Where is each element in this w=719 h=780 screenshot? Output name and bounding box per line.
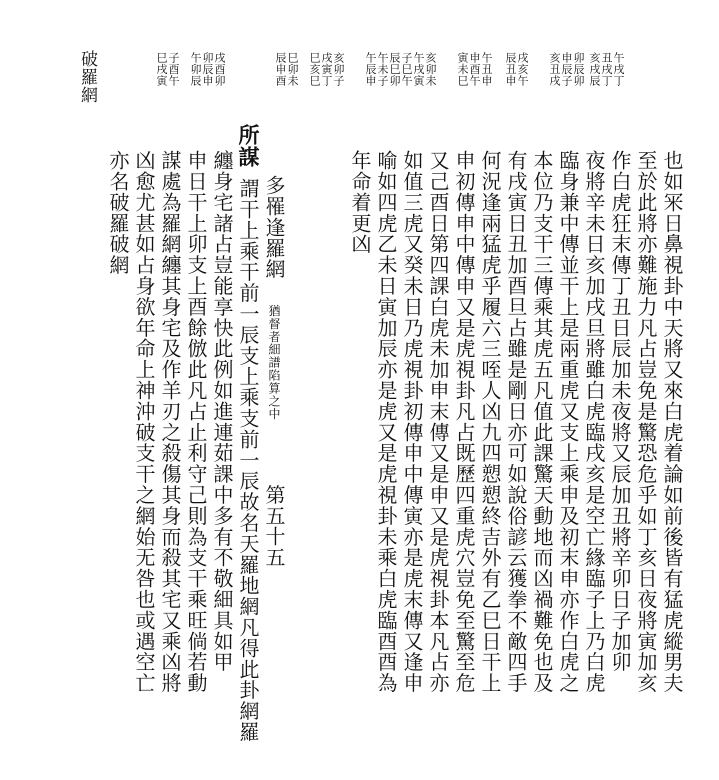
section-number: 第五十五 <box>262 484 286 568</box>
table-note-column: 戌酉卯 <box>213 52 226 87</box>
text-column: 臨身兼中傳並干上是兩重虎又支上乘申及初末申亦作白虎之 <box>556 150 580 694</box>
table-note-column: 巳戌寅 <box>155 52 168 87</box>
text-column: 夜將辛未日亥加戌旦將雖白虎臨戌亥是空亡緣臨子上乃白虎 <box>582 150 606 694</box>
table-note-column: 午戌丁 <box>612 52 625 87</box>
text-column: 申初傳申中傳申又是虎視卦凡占既歷四重虎穴豈免至驚至危 <box>452 150 476 694</box>
text-column: 何況逢兩猛虎乎履六三咥人凶九四愬愬終吉外有乙巳日干上 <box>478 150 502 694</box>
text-column: 謀處為羅網纏其身宅及作羊刃之殺傷其身而殺其宅又乘凶將 <box>158 150 182 694</box>
table-note-column: 巳卯未 <box>286 52 299 87</box>
text-column: 至於此將亦難施力凡占豈免是驚恐危乎如丁亥日夜將寅加亥 <box>634 150 658 694</box>
table-note-column: 亥戌辰 <box>588 52 601 87</box>
text-column: 作白虎狂末傳丁丑日辰加未夜將又辰加丑將辛卯日子加卯 <box>608 150 632 673</box>
table-note-column: 子酉午 <box>167 52 180 87</box>
table-note-column: 戌寅丁 <box>320 52 333 87</box>
text-column: 也如冞日鼻視卦中天將又來白虎着論如前後皆有猛虎縱男夫 <box>660 150 684 694</box>
table-note-column: 卯辰卯 <box>572 52 585 87</box>
text-column: 申日干上卯支上酉餘倣此凡占止利守己則為支干乘旺倘若動 <box>184 150 208 694</box>
table-note-column: 辰申酉 <box>274 52 287 87</box>
table-note-column: 子巳午 <box>400 52 413 87</box>
section-note: 猶督者細譜陷算之中 <box>267 304 281 421</box>
text-column: 亦名破羅破網 <box>106 150 130 276</box>
table-note-column: 亥卯子 <box>332 52 345 87</box>
text-column: 年命着更凶 <box>348 150 372 255</box>
table-note-column: 午丑申 <box>480 52 493 87</box>
table-note-column: 卯辰申 <box>201 52 214 87</box>
text-column: 有戌寅日丑加酉旦占雖是剛日亦可如說俗諺云獲拳不敵四手 <box>504 150 528 694</box>
text-column: 又己酉日第四課白虎未加申末傳又是申又是虎視卦本凡占亦 <box>426 150 450 694</box>
table-note-column: 戌亥午 <box>516 52 529 87</box>
section-title-text: 多罹逢羅網 <box>262 175 286 280</box>
table-note-column: 午未子 <box>376 52 389 87</box>
table-note-column: 丑戌丁 <box>600 52 613 87</box>
table-note-column: 巳亥巳 <box>308 52 321 87</box>
table-note-column: 辰丑申 <box>504 52 517 87</box>
text-column: 喻如四虎乙未日寅加辰亦是虎又是虎視卦未乘白虎臨酉酉為 <box>374 150 398 694</box>
text-column: 纏身宅諸占豈能享快此例如進連茹課中多有不敬細具如甲 <box>210 150 234 673</box>
text-column: 謂干上乘干前一辰支上乘支前一辰故名天羅地網凡得此卦網羅 <box>236 178 260 743</box>
text-column: 本位乃支干三傳乘其虎五凡值此課驚天動地而凶禍難免也及 <box>530 150 554 694</box>
text-column: 如值三虎又癸未日乃虎視卦初傳申中傳寅亦是虎末傳又逢申 <box>400 150 424 694</box>
table-title: 破羅網 <box>77 50 97 104</box>
table-note-column: 午卯辰 <box>189 52 202 87</box>
table-note-column: 申酉午 <box>468 52 481 87</box>
table-note-column: 午戌寅 <box>412 52 425 87</box>
table-note-column: 寅未巳 <box>456 52 469 87</box>
table-note-column: 亥丑戌 <box>548 52 561 87</box>
text-column: 凶愈尤甚如占身欲年命上神沖破支干之網始无咎也或遇空亡 <box>132 150 156 694</box>
table-note-column: 申辰子 <box>560 52 573 87</box>
section-title <box>264 175 284 568</box>
section-category: 所謀 <box>236 124 261 168</box>
table-note-column: 辰巳卯 <box>388 52 401 87</box>
table-note-column: 亥卯未 <box>424 52 437 87</box>
table-note-column: 午辰申 <box>364 52 377 87</box>
